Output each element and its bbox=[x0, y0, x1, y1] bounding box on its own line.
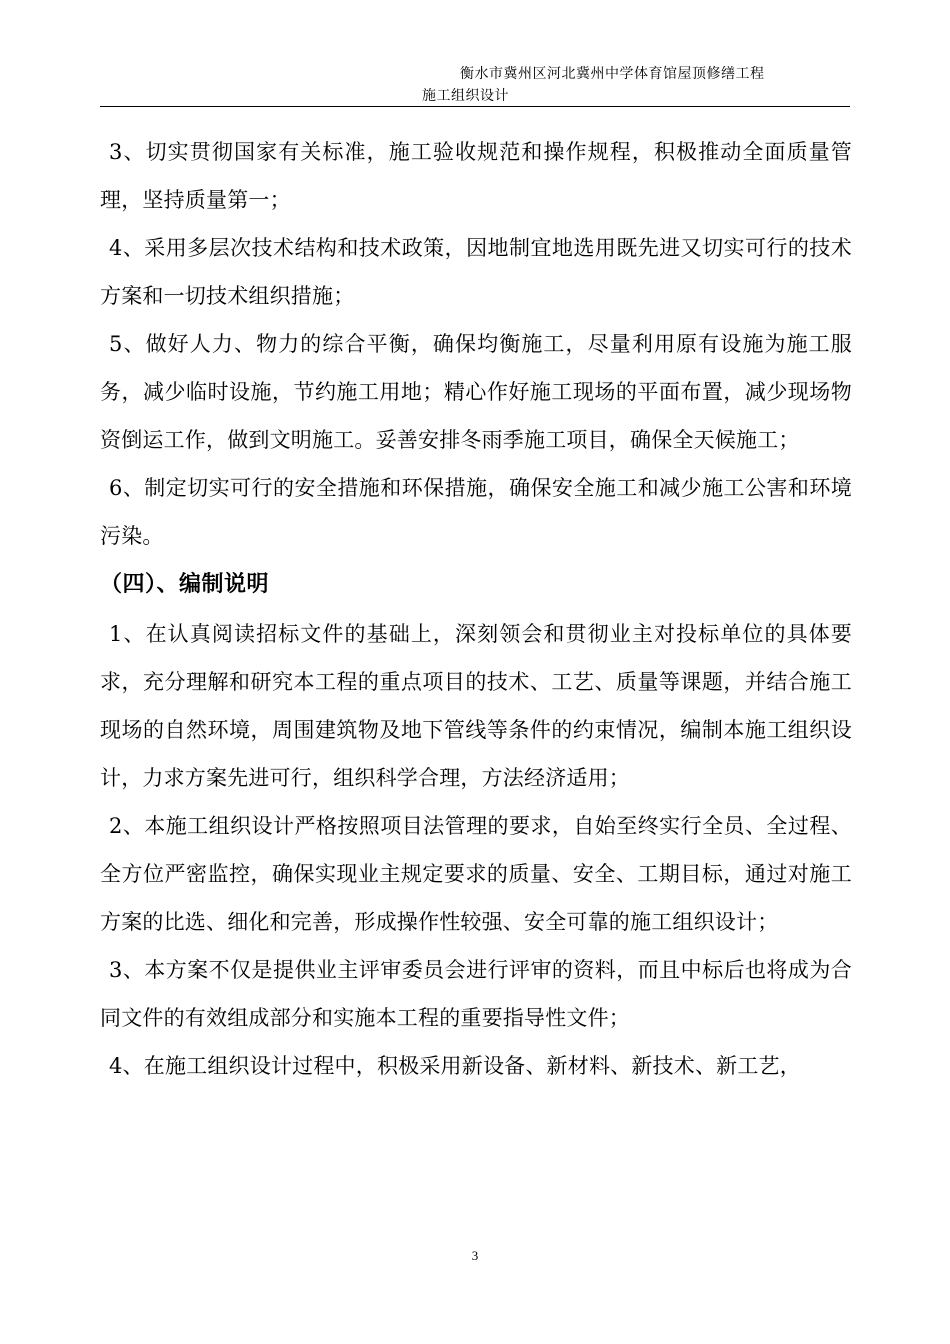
paragraph-principle-6: 6、制定切实可行的安全措施和环保措施，确保安全施工和减少施工公害和环境污染。 bbox=[100, 476, 852, 548]
header-project-title: 衡水市冀州区河北冀州中学体育馆屋顶修缮工程 bbox=[460, 66, 765, 82]
paragraph-explanation-4: 4、在施工组织设计过程中，积极采用新设备、新材料、新技术、新工艺， bbox=[109, 1054, 801, 1078]
paragraph-principle-4: 4、采用多层次技术结构和技术政策，因地制宜地选用既先进又切实可行的技术方案和一切技术组织措施； bbox=[100, 236, 852, 308]
paragraph-principle-3: 3、切实贯彻国家有关标准，施工验收规范和操作规程，积极推动全面质量管理，坚持质量第一； bbox=[100, 140, 852, 212]
paragraph-explanation-1: 1、在认真阅读招标文件的基础上，深刻领会和贯彻业主对投标单位的具体要求，充分理解和研究本工程的重点项目的技术、工艺、质量等课题，并结合施工现场的自然环境，周围建筑物及地下管线等条件的约束情况，编制本施工组织设计，力求方案先进可行，组织科学合理，方法经济适用； bbox=[100, 622, 852, 790]
header-doc-title: 施工组织设计 bbox=[422, 88, 509, 104]
document-body bbox=[100, 128, 852, 1090]
paragraph-principle-5: 5、做好人力、物力的综合平衡，确保均衡施工，尽量利用原有设施为施工服务，减少临时设施，节约施工用地；精心作好施工现场的平面布置，减少现场物资倒运工作，做到文明施工。妥善安排冬雨季施工项目，确保全天候施工； bbox=[100, 332, 852, 452]
paragraph-explanation-3: 3、本方案不仅是提供业主评审委员会进行评审的资料，而且中标后也将成为合同文件的有效组成部分和实施本工程的重要指导性文件； bbox=[100, 958, 852, 1030]
header-divider bbox=[100, 106, 850, 107]
section-heading: （四）、编制说明 bbox=[100, 572, 270, 597]
page-number: 3 bbox=[471, 1248, 479, 1263]
paragraph-explanation-2: 2、本施工组织设计严格按照项目法管理的要求，自始至终实行全员、全过程、全方位严密监控，确保实现业主规定要求的质量、安全、工期目标，通过对施工方案的比选、细化和完善，形成操作性较强、安全可靠的施工组织设计； bbox=[100, 814, 852, 934]
